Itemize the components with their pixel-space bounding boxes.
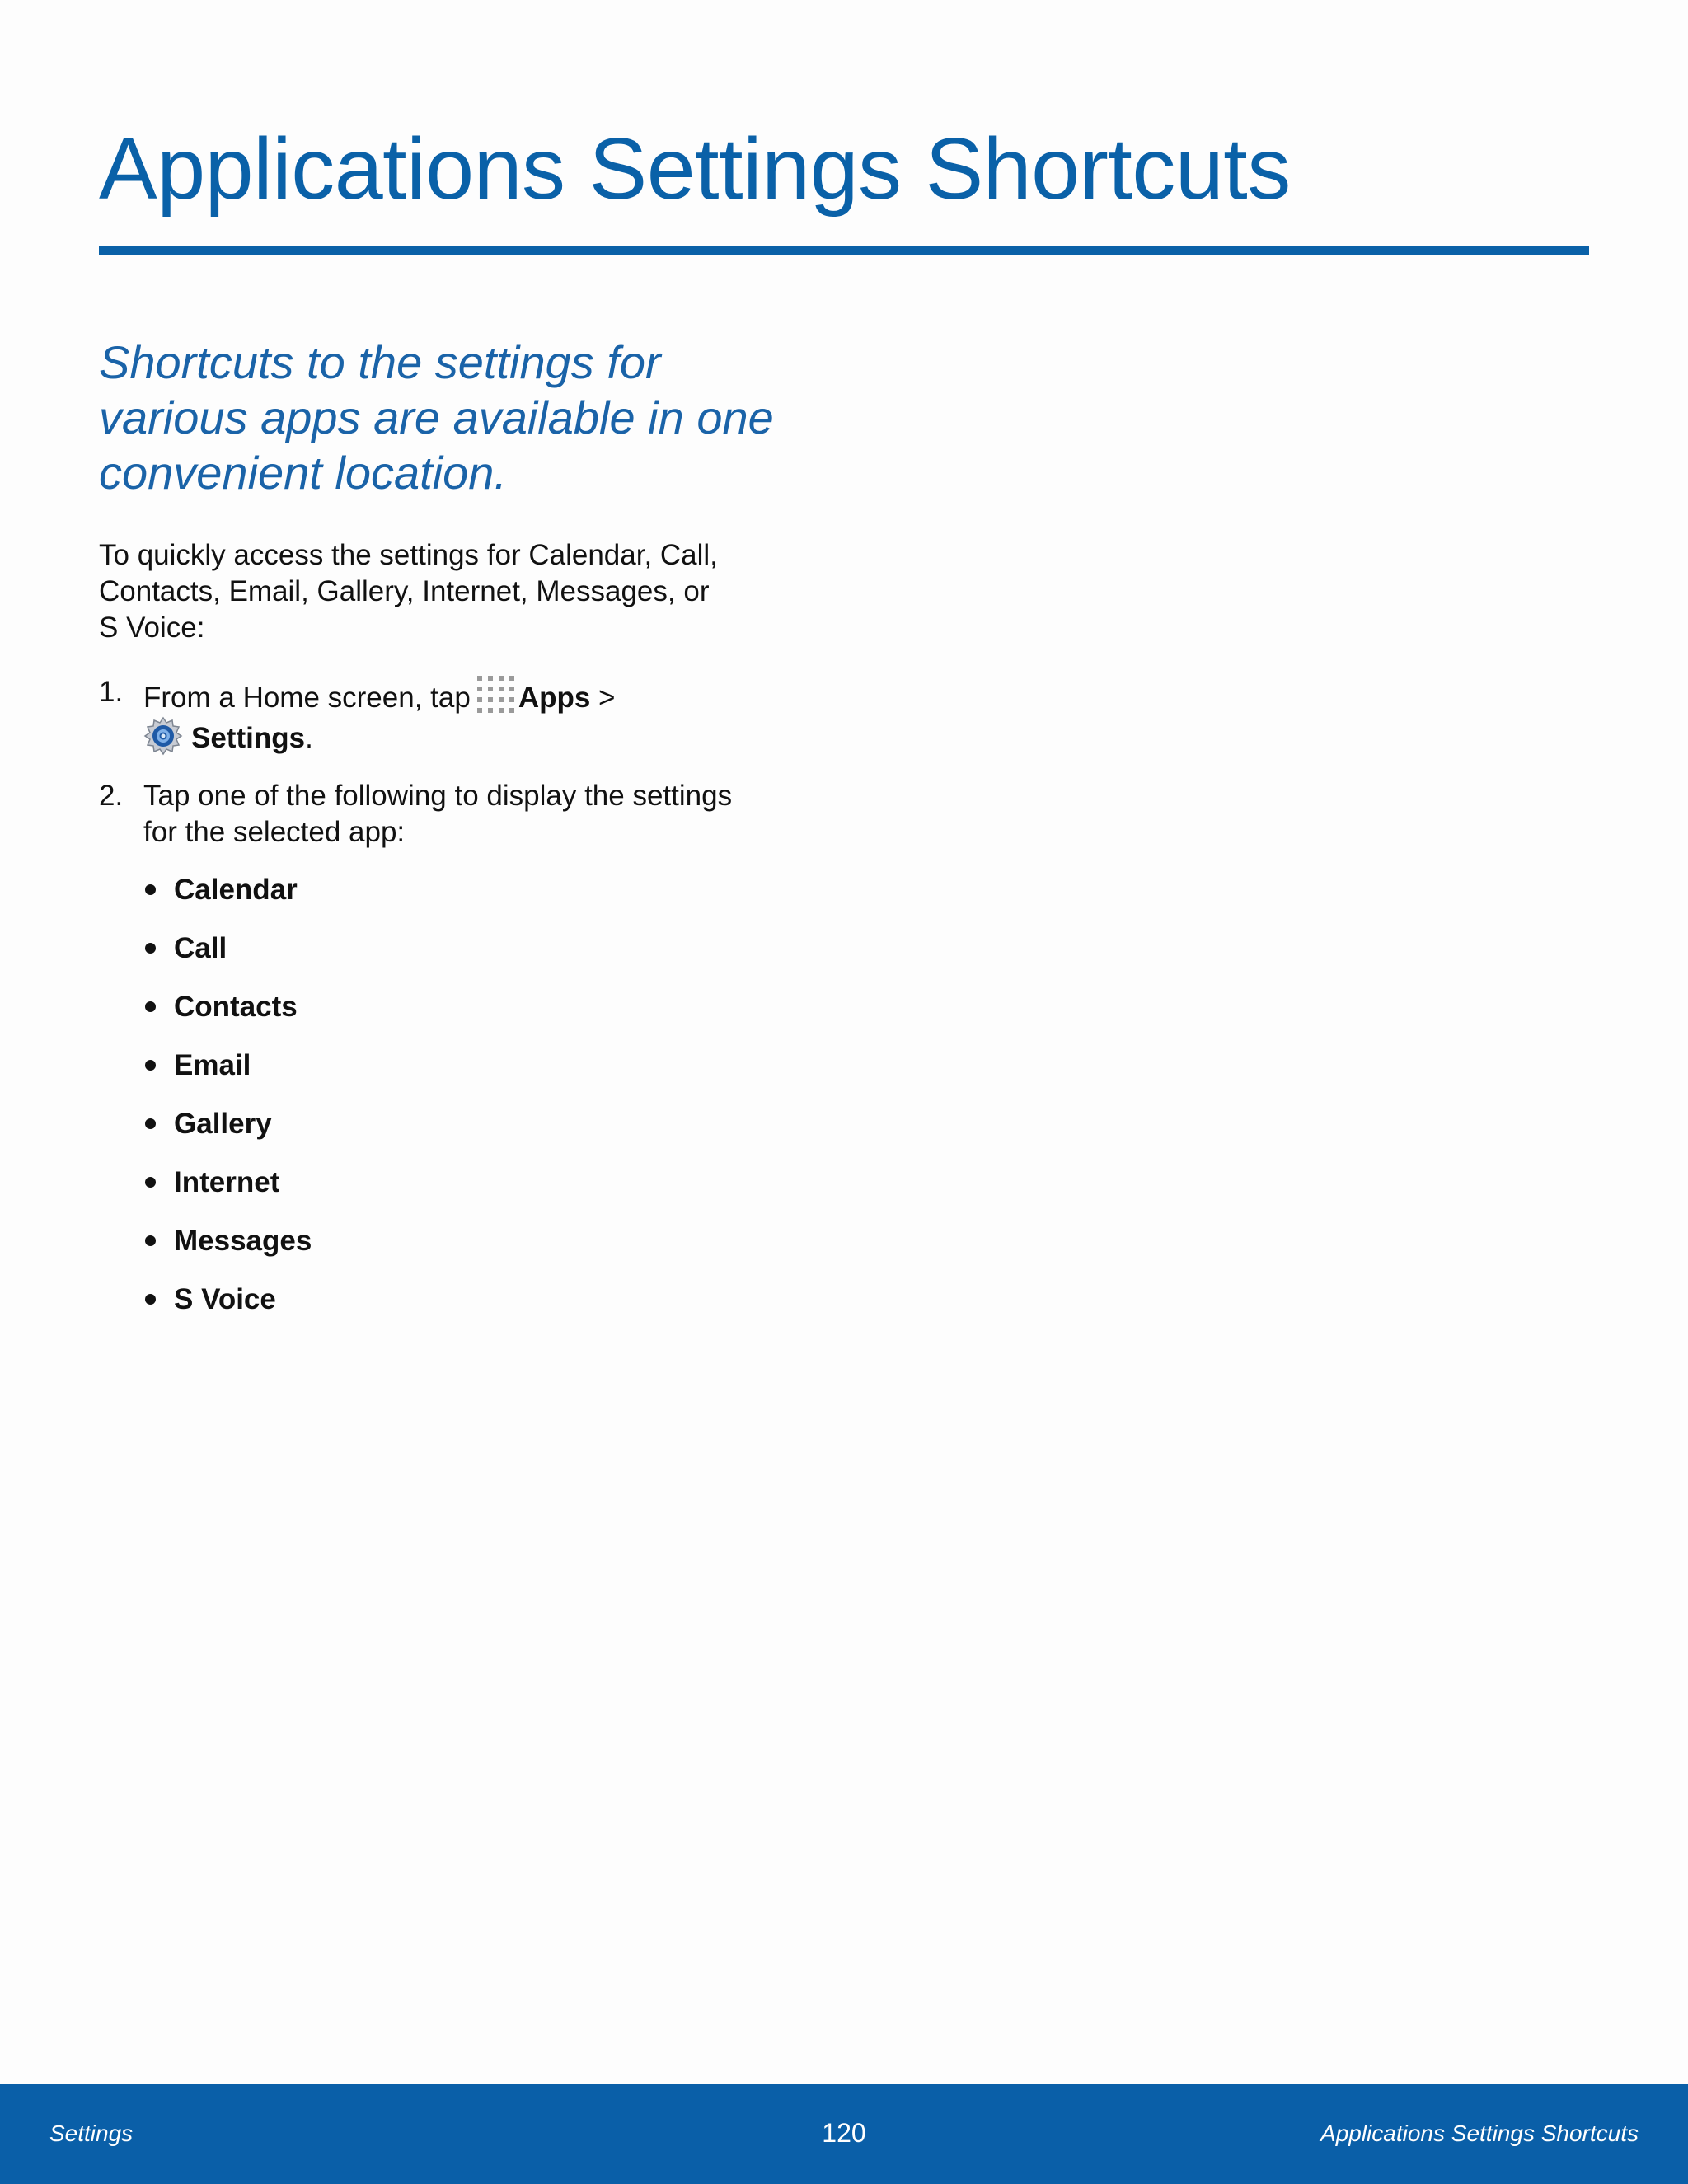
- step-separator: >: [598, 682, 616, 714]
- bullet-icon: [145, 884, 156, 895]
- settings-label: Settings: [191, 722, 306, 754]
- list-item: [143, 1282, 841, 1318]
- bullet-icon: [145, 1118, 156, 1129]
- page-number: 120: [822, 2118, 866, 2148]
- body-paragraph: [99, 537, 824, 646]
- intro-line: convenient location.: [99, 447, 508, 499]
- bullet-icon: [145, 1177, 156, 1188]
- title-divider: [99, 246, 1589, 255]
- list-item: [143, 930, 841, 967]
- page-footer: [0, 2084, 1688, 2184]
- bullet-icon: [145, 1294, 156, 1305]
- steps-list: [99, 674, 841, 1340]
- app-name: S Voice: [174, 1283, 276, 1315]
- list-item: [143, 872, 841, 908]
- body-line: Contacts, Email, Gallery, Internet, Messages, or: [99, 575, 710, 607]
- list-item: [143, 1106, 841, 1142]
- list-item: [143, 1165, 841, 1201]
- bullet-icon: [145, 1001, 156, 1012]
- bullet-icon: [145, 943, 156, 954]
- bullet-icon: [145, 1060, 156, 1071]
- app-name: Internet: [174, 1166, 280, 1198]
- step-1-prefix: From a Home screen, tap: [143, 682, 471, 714]
- step-2: [99, 778, 841, 851]
- step-1-line-2: [143, 716, 841, 757]
- settings-gear-icon: [143, 716, 183, 756]
- step-2-line: Tap one of the following to display the settings: [143, 780, 733, 812]
- footer-section: Settings: [49, 2121, 134, 2146]
- app-name: Calendar: [174, 874, 298, 906]
- intro-text: [99, 335, 841, 500]
- step-2-line: for the selected app:: [143, 816, 406, 848]
- step-number: 1.: [99, 676, 124, 708]
- list-item: [143, 989, 841, 1025]
- intro-line: various apps are available in one: [99, 391, 774, 443]
- body-line: To quickly access the settings for Calendar, Call,: [99, 539, 718, 571]
- step-number: 2.: [99, 780, 124, 812]
- apps-grid-icon: [476, 674, 515, 714]
- app-name: Email: [174, 1049, 251, 1081]
- footer-chapter: Applications Settings Shortcuts: [1320, 2121, 1639, 2146]
- list-item: [143, 1047, 841, 1084]
- app-list: [99, 872, 841, 1318]
- list-item: [143, 1223, 841, 1259]
- body-line: S Voice:: [99, 612, 205, 644]
- intro-line: Shortcuts to the settings for: [99, 336, 661, 388]
- step-end: .: [305, 722, 313, 754]
- app-name: Messages: [174, 1225, 312, 1257]
- app-name: Gallery: [174, 1108, 272, 1140]
- app-name: Contacts: [174, 991, 298, 1023]
- page-title: Applications Settings Shortcuts: [99, 120, 1291, 218]
- step-1: [99, 674, 841, 757]
- app-name: Call: [174, 932, 227, 964]
- bullet-icon: [145, 1235, 156, 1246]
- apps-label: Apps: [518, 682, 591, 714]
- step-1-line-1: [143, 674, 841, 716]
